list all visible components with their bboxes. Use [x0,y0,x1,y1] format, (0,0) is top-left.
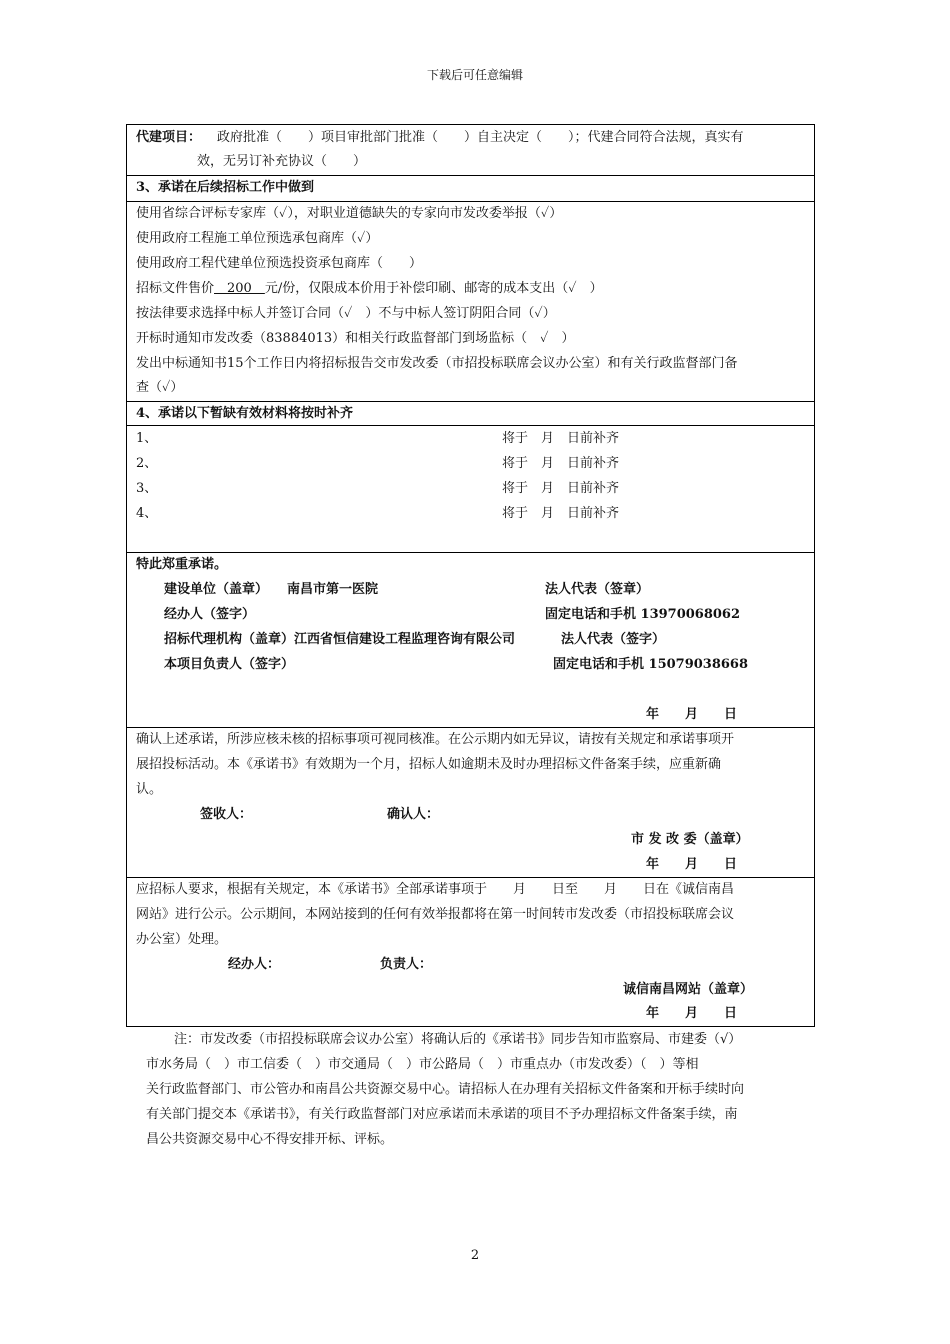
row-divider [127,727,814,728]
row-divider [127,877,814,878]
phone-builder: 固定电话和手机 13970068062 [545,607,741,622]
ndrc-seal: 市 发 改 委（盖章） [631,832,749,847]
section4-title: 4、承诺以下暂缺有效材料将按时补齐 [136,406,354,421]
section3-item [136,280,603,298]
handler-sign: 经办人（签字） [164,607,256,622]
pledge-title: 特此郑重承诺。 [136,557,228,572]
page-number: 2 [470,1248,480,1263]
confirm-date: 年 月 日 [646,857,738,872]
section3-title: 3、承诺在后续招标工作中做到 [136,180,315,195]
section3-item: 使用政府工程施工单位预选承包商库（✓） [136,231,379,246]
section3-item: 使用省综合评标专家库（✓），对职业道德缺失的专家向市发改委举报（✓） [136,206,563,221]
publish-text: 网站》进行公示。公示期间，本网站接到的任何有效举报都将在第一时间转市发改委（市招投标联席会议 [136,907,735,922]
missing-item-due: 将于 月 日前补齐 [502,481,620,496]
pledge-date: 年 月 日 [646,707,738,722]
builder-name: 南昌市第一医院 [287,582,379,597]
pledge-form-table [126,124,815,1027]
note-text: 市水务局（ ）市工信委（ ）市交通局（ ）市公路局（ ）市重点办（市发改委）（ ）等相 [146,1057,699,1072]
missing-item-number: 1、 [136,431,158,446]
agent-project-label: 代建项目： [136,130,202,145]
publish-handler-label: 经办人： [228,957,281,972]
price-note: 元/份，仅限成本价用于补偿印刷、邮寄的成本支出（✓ ） [264,281,603,296]
legal-rep-sign: 法人代表（签字） [561,632,666,647]
missing-item-due: 将于 月 日前补齐 [502,456,620,471]
section3-item: 使用政府工程代建单位预选投资承包商库（ ） [136,256,423,271]
publish-date: 年 月 日 [646,1006,738,1021]
builder-seal-label: 建设单位（盖章） [164,582,269,597]
publish-text: 办公室）处理。 [136,932,228,947]
legal-rep-seal: 法人代表（签章） [545,582,650,597]
missing-item-number: 4、 [136,506,158,521]
agent-project-line1: 政府批准（ ）项目审批部门批准（ ）自主决定（ ）；代建合同符合法规，真实有 [217,130,744,145]
row-divider [127,552,814,553]
section3-item: 发出中标通知书15个工作日内将招标报告交市发改委（市招投标联席会议办公室）和有关行政监督部门备 [136,356,738,371]
note-text: 注：市发改委（市招投标联席会议办公室）将确认后的《承诺书》同步告知市监察局、市建委（√） [174,1032,742,1047]
confirm-text: 确认上述承诺，所涉应核未核的招标事项可视同核准。在公示期内如无异议，请按有关规定和承诺事项开 [136,732,735,747]
note-text: 昌公共资源交易中心不得安排开标、评标。 [146,1132,394,1147]
receiver-label: 签收人： [200,807,253,822]
website-seal: 诚信南昌网站（盖章） [623,982,754,997]
note-text: 有关部门提交本《承诺书》，有关行政监督部门对应承诺而未承诺的项目不予办理招标文件备案手续，南 [146,1107,738,1122]
page-header: 下载后可任意编辑 [426,68,523,82]
confirmer-label: 确认人： [387,807,440,822]
row-divider [127,401,814,402]
section3-item: 按法律要求选择中标人并签订合同（✓ ）不与中标人签订阴阳合同（✓） [136,306,556,321]
confirm-text: 认。 [136,782,163,797]
section3-item: 查（✓） [136,380,184,395]
phone-agency: 固定电话和手机 15079038668 [553,657,749,672]
price-label: 招标文件售价 [136,281,215,296]
row-divider [127,425,814,426]
confirm-text: 展招投标活动。本《承诺书》有效期为一个月，招标人如逾期未及时办理招标文件备案手续，应重新确 [136,757,722,772]
agent-project-line2: 效，无另订补充协议（ ） [197,154,367,169]
agency-seal: 招标代理机构（盖章）江西省恒信建设工程监理咨询有限公司 [164,632,516,647]
publish-manager-label: 负责人： [380,957,433,972]
row-divider [127,201,814,202]
project-lead-sign: 本项目负责人（签字） [164,657,295,672]
missing-item-due: 将于 月 日前补齐 [502,431,620,446]
missing-item-due: 将于 月 日前补齐 [502,506,620,521]
section3-item: 开标时通知市发改委（83884013）和相关行政监督部门到场监标（ ✓ ） [136,331,575,346]
note-text: 关行政监督部门、市公管办和南昌公共资源交易中心。请招标人在办理有关招标文件备案和开标手续时向 [146,1082,745,1097]
publish-text: 应招标人要求，根据有关规定，本《承诺书》全部承诺事项于 月 日至 月 日在《诚信南昌 [136,882,735,897]
row-divider [127,175,814,176]
missing-item-number: 2、 [136,456,158,471]
missing-item-number: 3、 [136,481,158,496]
price-amount: 200 [214,281,265,296]
